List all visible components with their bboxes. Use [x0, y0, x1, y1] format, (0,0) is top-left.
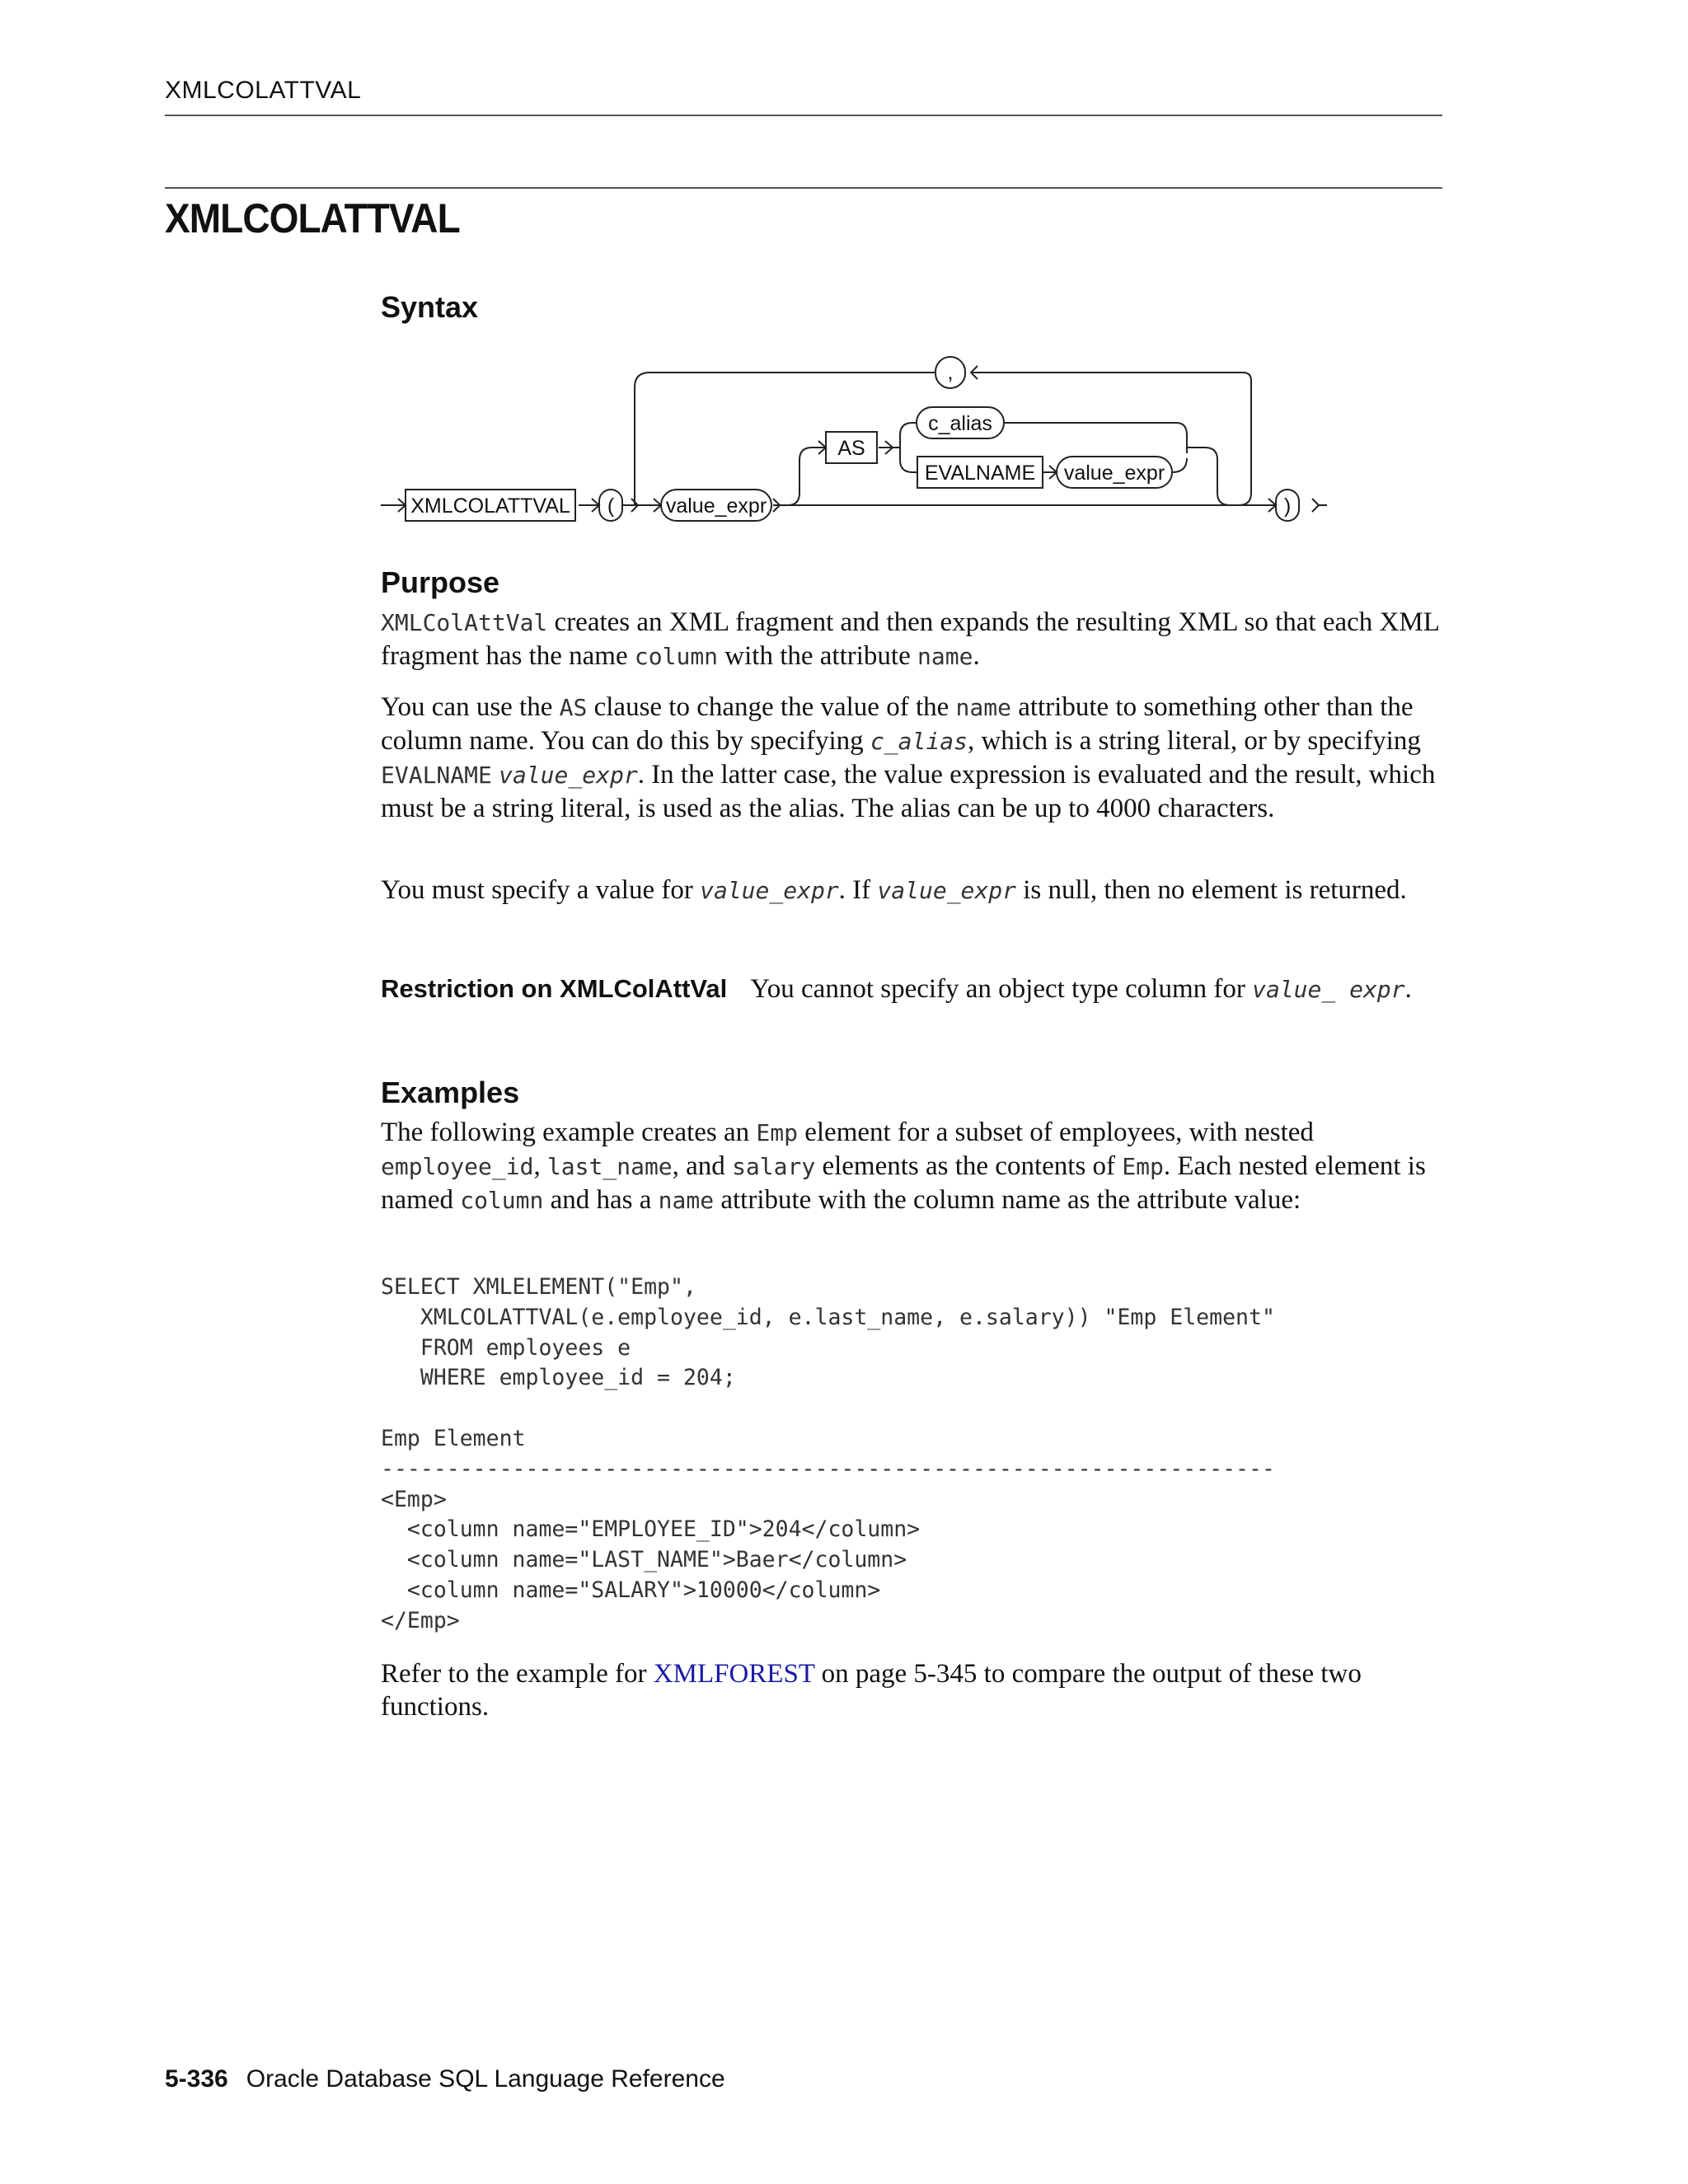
comma-terminal: ,: [947, 361, 954, 384]
page-number: 5-336: [165, 2065, 228, 2093]
page-footer: [165, 2065, 725, 2093]
c-alias-terminal: c_alias: [928, 412, 992, 435]
open-paren-terminal: (: [607, 494, 615, 518]
page-title: XMLCOLATTVAL: [165, 195, 460, 241]
examples-paragraph-1: The following example creates an Emp element for a subset of employees, with nested employee_id, last_name, and salary elements as the contents of Emp. Each nested element is named column and has a name attribute with the column name as the attribute value:: [381, 1118, 1426, 1215]
syntax-diagram: [0, 0, 1688, 577]
purpose-paragraph-3: You must specify a value for value_expr. If value_expr is null, then no element is returned.: [381, 875, 1407, 905]
restriction-paragraph: Restriction on XMLColAttVal You cannot specify an object type column for value_ expr.: [381, 974, 1412, 1004]
evalname-keyword: EVALNAME: [924, 462, 1036, 485]
restriction-label: Restriction on XMLColAttVal: [381, 974, 728, 1003]
xmlforest-link[interactable]: XMLFOREST: [653, 1659, 815, 1689]
examples-paragraph-2: Refer to the example for XMLFOREST on page 5-345 to compare the output of these two functions.: [381, 1659, 1362, 1722]
examples-heading: Examples: [381, 1076, 520, 1109]
purpose-paragraph-1: XMLColAttVal creates an XML fragment and then expands the resulting XML so that each XML fragment has the name column with the attribute name.: [381, 607, 1439, 671]
running-header: XMLCOLATTVAL: [165, 77, 362, 104]
close-paren-terminal: ): [1283, 494, 1292, 518]
book-title: Oracle Database SQL Language Reference: [246, 2065, 725, 2093]
as-keyword: AS: [837, 437, 865, 460]
purpose-paragraph-2: You can use the AS clause to change the value of the name attribute to something other than the column name. You can do this by specifying c_alias, which is a string literal, or by specifying EVALNAME value_expr. In the latter case, the value expression is evaluated and the result, which must be a string literal, is used as the alias. The alias can be up to 4000 characters.: [381, 692, 1436, 823]
value-expr-terminal: value_expr: [665, 494, 767, 518]
purpose-heading: Purpose: [381, 565, 500, 599]
keyword-xmlcolattval: XMLCOLATTVAL: [410, 494, 570, 518]
value-expr-terminal-2: value_expr: [1063, 462, 1165, 485]
example-code-block: SELECT XMLELEMENT("Emp", XMLCOLATTVAL(e.employee_id, e.last_name, e.salary)) "Emp Element" FROM employees e WHERE employee_id = 204; Emp Element -------------------------------------------------------------------- <Emp> <column name="EMPLOYEE_ID">204</column> <column name="LAST_NAME">Baer</column> <column name="SALARY">10000</column> </Emp>: [381, 1274, 1275, 1633]
syntax-heading: Syntax: [381, 290, 479, 324]
